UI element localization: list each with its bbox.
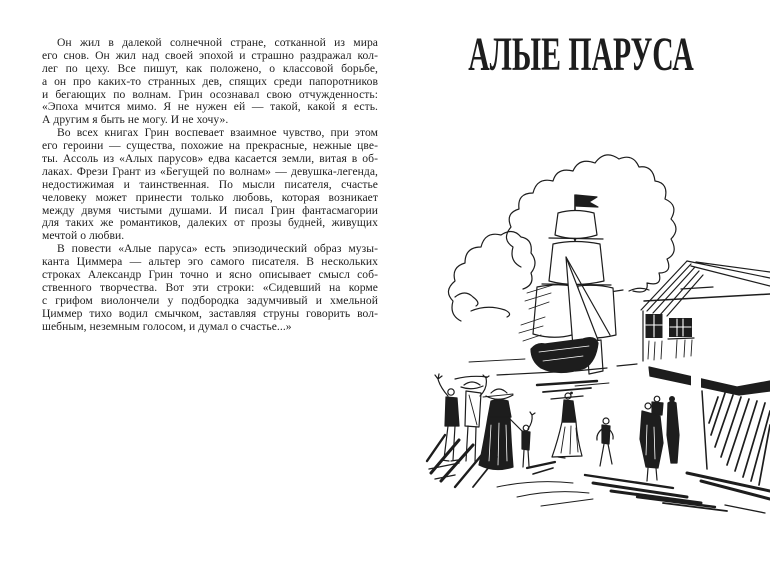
onlookers-figures-sketch bbox=[435, 374, 663, 481]
text-line: недостижимая и таинственная. По мысли писателя, счастье bbox=[42, 177, 378, 191]
text-line: человеку может принести только любовь, которая возникает bbox=[42, 190, 378, 204]
text-line: Он жил в далекой солнечной стране, сотканной из мира bbox=[57, 36, 378, 49]
text-line: его героини — существа, похожие на прекрасные, нежные цве- bbox=[42, 139, 378, 153]
text-line: Во всех книгах Грин воспевает взаимное чувство, при этом bbox=[57, 126, 378, 140]
sailing-ship-sketch bbox=[455, 195, 637, 399]
text-line: В повести «Алые паруса» есть эпизодический образ музы- bbox=[57, 242, 378, 256]
text-line: для таких же романтиков, далеких от прозы будней, живущих bbox=[42, 216, 378, 230]
text-line: канта Циммера — альтер эго самого писателя. В нескольких bbox=[42, 255, 378, 269]
text-line: с грифом виолончели у подбородка задумчивый и хмельной bbox=[42, 293, 378, 307]
pier-wall-sketch bbox=[649, 367, 770, 485]
text-line: шебным, неземным голосом, и думал о счастье...» bbox=[42, 319, 292, 333]
text-line: и бегающих по волнам. Грин осознавал свою отчужденность: bbox=[42, 87, 378, 101]
page-title: АЛЫЕ ПАРУСА bbox=[468, 28, 694, 81]
text-line: лаках. Фрези Грант из «Бегущей по волнам» — девушка-легенда, bbox=[42, 164, 378, 178]
text-line: ты. Ассоль из «Алых парусов» едва касается земли, витая в об- bbox=[42, 152, 378, 166]
text-line: строках Александр Грин точно и ясно описывает смысл соб- bbox=[42, 268, 378, 282]
left-page-text bbox=[42, 37, 378, 333]
ship-flag bbox=[576, 195, 598, 207]
text-line: а он про каких-то странных дев, спящих среди папоротников bbox=[42, 74, 378, 88]
text-line: его снов. Он жил над своей эпохой и страшно раздражал кол- bbox=[42, 48, 378, 62]
text-line: между двумя чистыми душами. И писал Грин фантасмагории bbox=[42, 203, 378, 217]
ship-hull bbox=[531, 338, 598, 373]
text-line: мечтой о любви. bbox=[42, 229, 125, 243]
ground-shadows-sketch bbox=[427, 435, 770, 513]
harbor-house-sketch bbox=[641, 261, 770, 361]
text-line: ственного творчества. Вот эти строки: «Сидевший на корме bbox=[42, 280, 378, 294]
text-line: А другим я быть не могу. И не хочу». bbox=[42, 113, 229, 127]
text-line: «Эпоха мчится мимо. Я не нужен ей — такой, какой я есть. bbox=[42, 100, 378, 114]
text-line: Циммер тихо водил смычком, заставляя струны говорить вол- bbox=[42, 306, 378, 320]
text-line: лег по цеху. Все пишут, как положено, о классовой борьбе, bbox=[42, 61, 378, 75]
ship-illustration bbox=[425, 135, 770, 530]
